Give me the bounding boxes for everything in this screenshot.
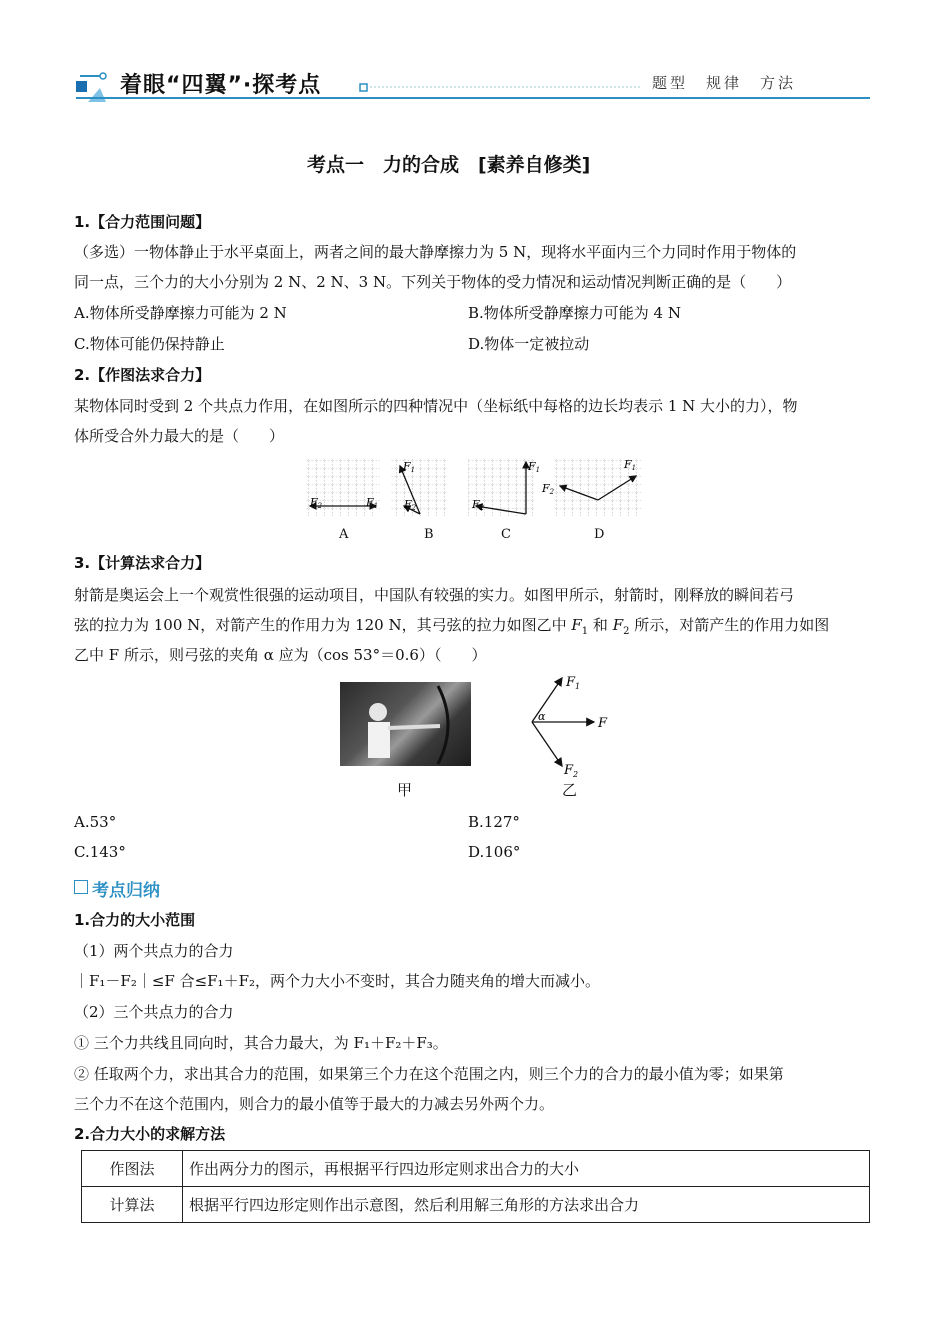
fig-label-a: A: [339, 527, 349, 542]
vector-f1: [532, 678, 562, 722]
vector-f2: [532, 722, 562, 766]
q3-stem-line1: 射箭是奥运会上一个观赏性很强的运动项目，中国队有较强的实力。如图甲所示，射箭时，刚释放的瞬间若弓: [74, 586, 795, 604]
vector-f-label: F: [598, 716, 608, 731]
q3-option-c: C.143°: [74, 843, 126, 861]
fig-a-f2-label: F2: [310, 496, 323, 510]
q3-stem-line3: 乙中 F 所示，则弓弦的夹角 α 应为（cos 53°＝0.6）（ ）: [74, 646, 487, 664]
fig-label-b: B: [424, 527, 434, 542]
summary-p4: ① 三个力共线且同向时，其合力最大，为 F₁＋F₂＋F₃。: [74, 1034, 448, 1052]
q1-heading: 1.【合力范围问题】: [74, 213, 211, 231]
header-tags: 题型 规律 方法: [652, 74, 797, 92]
q1-option-c: C.物体可能仍保持静止: [74, 335, 225, 353]
summary-p6: 三个力不在这个范围内，则合力的最小值等于最大的力减去另外两个力。: [74, 1095, 555, 1113]
q3-stem-line2: 弦的拉力为 100 N，对箭产生的作用力为 120 N，其弓弦的拉力如图乙中 $F_1$ 和 $F_2$ 所示，对箭产生的作用力如图: [74, 616, 830, 637]
fig-c-f2-label: F2: [472, 498, 485, 512]
fig-c-f1-label: F1: [528, 460, 541, 474]
fig-a-f1-label: F1: [366, 496, 379, 510]
table-cell-desc: 根据平行四边形定则作出示意图，然后利用解三角形的方法求出合力: [183, 1187, 870, 1223]
vector-f1-label: $F_1$: [566, 675, 581, 691]
fig-b-f1-label: F1: [403, 460, 416, 474]
fig-d-f2-label: F2: [542, 482, 555, 496]
summary-p5: ② 任取两个力，求出其合力的范围，如果第三个力在这个范围之内，则三个力的合力的最小值为零；如果第: [74, 1065, 784, 1083]
table-row: [82, 1151, 870, 1187]
fig-label-d: D: [594, 527, 605, 542]
summary-heading-1: 1.合力的大小范围: [74, 911, 196, 929]
summary-p3: （2）三个共点力的合力: [74, 1003, 234, 1021]
grid-b: [390, 458, 448, 516]
force-vector-diagram: [520, 670, 620, 780]
fig-d-f1-label: F1: [624, 458, 637, 472]
q1-stem-line2: 同一点，三个力的大小分别为 2 N、2 N、3 N。下列关于物体的受力情况和运动情况判断正确的是（ ）: [74, 273, 792, 291]
summary-box-icon: [74, 880, 88, 894]
fig-jia-label: 甲: [397, 781, 413, 799]
summary-p2: ｜F₁－F₂｜≤F 合≤F₁＋F₂，两个力大小不变时，其合力随夹角的增大而减小。: [74, 972, 600, 990]
archer-silhouette: [340, 682, 471, 766]
table-row: [82, 1187, 870, 1223]
alpha-label: α: [538, 710, 546, 723]
table-cell-method: 作图法: [82, 1151, 183, 1187]
archer-photo: [340, 682, 471, 766]
header-title: 着眼“四翼”·探考点: [120, 73, 322, 98]
summary-title: 考点归纳: [92, 881, 160, 901]
summary-heading-2: 2.合力大小的求解方法: [74, 1125, 226, 1143]
summary-p1: （1）两个共点力的合力: [74, 942, 234, 960]
q3-option-d: D.106°: [468, 843, 521, 861]
table-cell-desc: 作出两分力的图示，再根据平行四边形定则求出合力的大小: [183, 1151, 870, 1187]
q2-stem-line1: 某物体同时受到 2 个共点力作用，在如图所示的四种情况中（坐标纸中每格的边长均表示 1 N 大小的力），物: [74, 397, 798, 415]
q1-option-d: D.物体一定被拉动: [468, 335, 590, 353]
q3-heading: 3.【计算法求合力】: [74, 554, 211, 572]
q1-option-a: A.物体所受静摩擦力可能为 2 N: [74, 304, 287, 322]
q3-option-a: A.53°: [74, 813, 117, 831]
table-cell-method: 计算法: [82, 1187, 183, 1223]
fig-yi-label: 乙: [562, 781, 578, 799]
q2-heading: 2.【作图法求合力】: [74, 366, 211, 384]
fig-b-f2-label: F2: [404, 498, 417, 512]
q2-stem-line2: 体所受合外力最大的是（ ）: [74, 427, 285, 445]
fig-label-c: C: [501, 527, 511, 542]
q1-option-b: B.物体所受静摩擦力可能为 4 N: [468, 304, 681, 322]
q2-grid-figures: [300, 452, 650, 522]
methods-table: [81, 1150, 870, 1223]
q1-stem-line1: （多选）一物体静止于水平桌面上，两者之间的最大静摩擦力为 5 N，现将水平面内三个力同时作用于物体的: [74, 243, 797, 261]
section-title: 考点一 力的合成 [素养自修类]: [307, 154, 591, 176]
vector-f2-label: $F_2$: [564, 763, 579, 779]
q3-option-b: B.127°: [468, 813, 520, 831]
